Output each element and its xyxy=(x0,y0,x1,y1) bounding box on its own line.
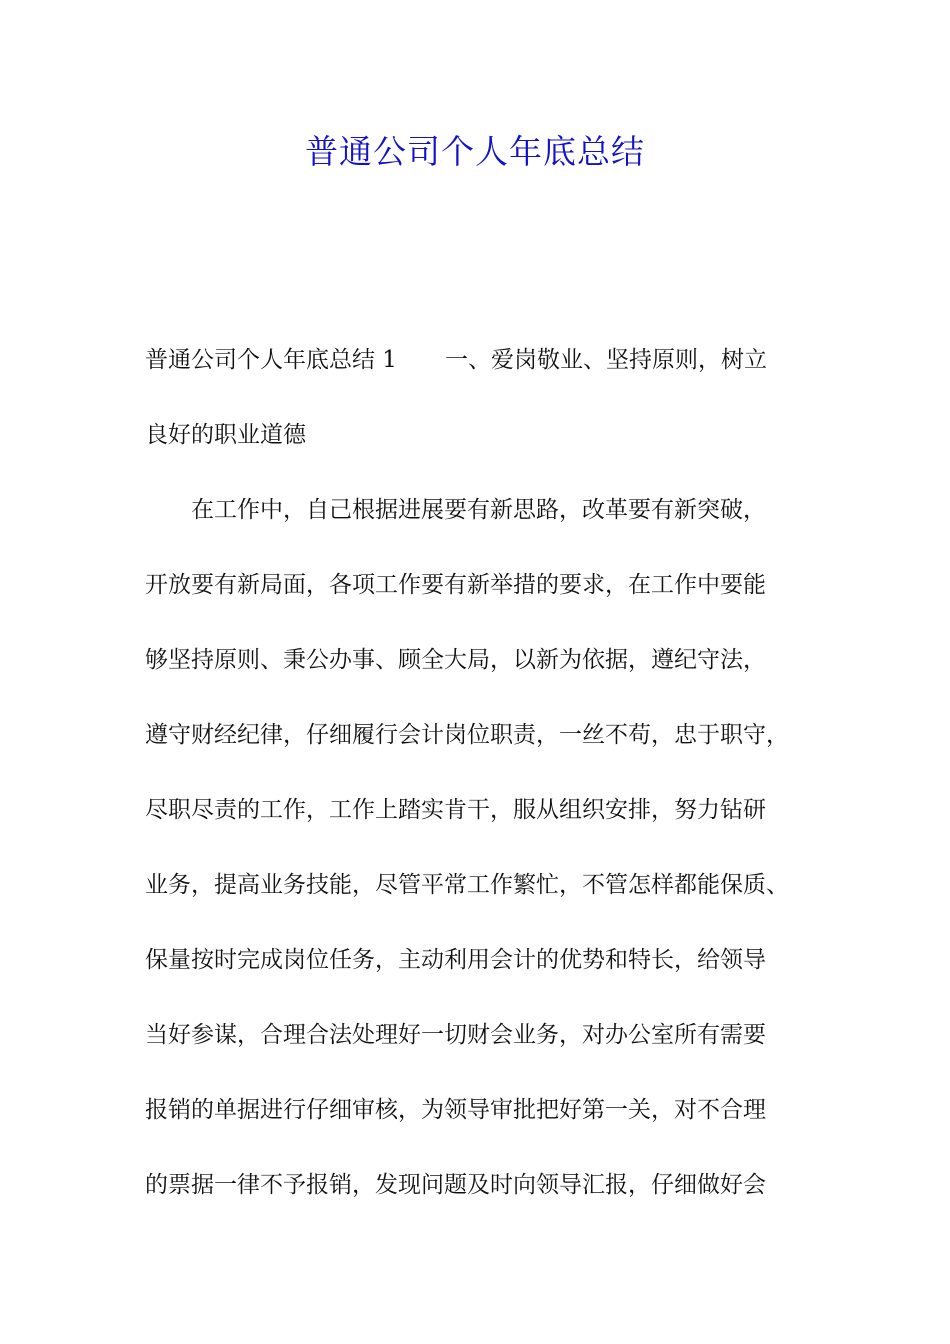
body-line: 业务，提高业务技能，尽管平常工作繁忙，不管怎样都能保质、 xyxy=(145,872,789,898)
document-title: 普通公司个人年底总结 xyxy=(305,132,645,171)
body-line: 开放要有新局面，各项工作要有新举措的要求，在工作中要能 xyxy=(145,572,766,598)
body-line: 在工作中，自己根据进展要有新思路，改革要有新突破， xyxy=(145,497,766,523)
body-line: 尽职尽责的工作，工作上踏实肯干，服从组织安排，努力钻研 xyxy=(145,797,766,823)
body-line: 保量按时完成岗位任务，主动利用会计的优势和特长，给领导 xyxy=(145,947,766,973)
body-line: 够坚持原则、秉公办事、顾全大局，以新为依据，遵纪守法， xyxy=(145,647,766,673)
body-line: 的票据一律不予报销，发现问题及时向领导汇报，仔细做好会 xyxy=(145,1172,766,1198)
heading-line xyxy=(145,344,845,376)
body-line: 遵守财经纪律，仔细履行会计岗位职责，一丝不苟，忠于职守， xyxy=(145,722,789,748)
body-line: 报销的单据进行仔细审核，为领导审批把好第一关，对不合理 xyxy=(145,1097,766,1123)
section-heading: 一、爱岗敬业、坚持原则，树立 xyxy=(444,347,767,373)
heading-prefix: 普通公司个人年底总结 1 xyxy=(145,347,397,373)
body-line: 良好的职业道德 xyxy=(145,422,306,448)
body-line: 当好参谋，合理合法处理好一切财会业务，对办公室所有需要 xyxy=(145,1022,766,1048)
